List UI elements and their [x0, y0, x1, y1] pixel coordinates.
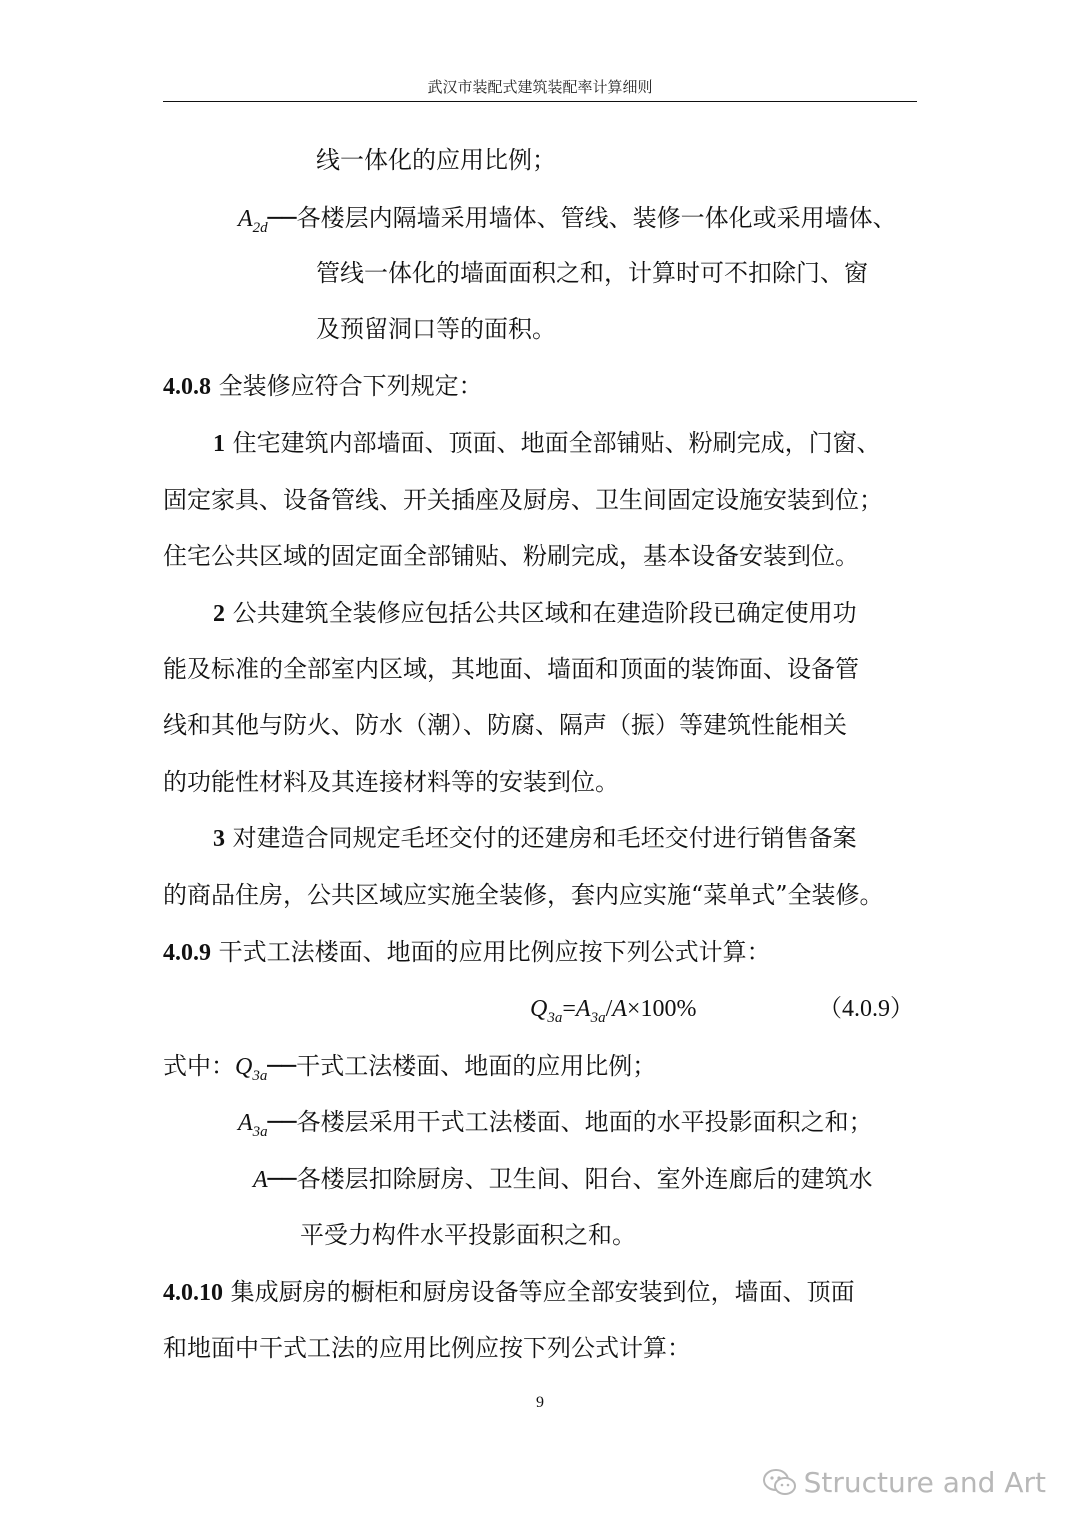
running-header: 武汉市装配式建筑装配率计算细则 [427, 78, 653, 96]
formula-percent: ×100% [626, 996, 697, 1022]
where-a-line2: 平受力构件水平投影面积之和。 [300, 1221, 636, 1249]
formula-slash: / [605, 996, 613, 1022]
formula-equals: = [562, 996, 576, 1022]
item-1-line1 [213, 427, 881, 460]
where-q3a [163, 1050, 656, 1092]
formula-label: （4.0.9） [818, 996, 914, 1022]
item-number: 3 [213, 826, 225, 852]
section-number: 4.0.8 [163, 374, 211, 400]
item-2-line4: 的功能性材料及其连接材料等的安装到位。 [163, 768, 619, 796]
item-1-line2: 固定家具、设备管线、开关插座及厨房、卫生间固定设施安装到位； [163, 486, 883, 514]
item-1-line3: 住宅公共区域的固定面全部铺贴、粉刷完成，基本设备安装到位。 [163, 542, 859, 570]
formula-a: A [612, 996, 627, 1022]
section-text: 干式工法楼面、地面的应用比例应按下列公式计算： [211, 938, 771, 966]
symbol-a: A [253, 1167, 268, 1193]
definition-a2d-line3: 及预留洞口等的面积。 [316, 315, 556, 343]
definition-text: ──各楼层采用干式工法楼面、地面的水平投影面积之和； [267, 1108, 873, 1136]
where-a3a [238, 1106, 873, 1148]
where-a [253, 1163, 873, 1196]
watermark-text: Structure and Art [803, 1466, 1046, 1499]
item-2-line2: 能及标准的全部室内区域，其地面、墙面和顶面的装饰面、设备管 [163, 655, 859, 683]
formula-q3a: $Q_{3a}$ [530, 996, 563, 1026]
definition-text: ──各楼层扣除厨房、卫生间、阳台、室外连廊后的建筑水 [267, 1165, 873, 1193]
formula-a3a: $A_{3a}$ [575, 996, 606, 1026]
definition-a2d [238, 202, 897, 244]
dash: ── [267, 204, 297, 232]
page-number: 9 [536, 1394, 544, 1411]
item-number: 2 [213, 601, 225, 627]
item-2-line3: 线和其他与防火、防水（潮）、防腐、隔声（振）等建筑性能相关 [163, 711, 847, 739]
item-2-line1 [213, 597, 857, 630]
symbol-a3a: $A_{3a}$ [238, 1110, 268, 1140]
definition-text: 各楼层内隔墙采用墙体、管线、装修一体化或采用墙体、 [296, 204, 897, 232]
item-text: 公共建筑全装修应包括公共区域和在建造阶段已确定使用功 [225, 599, 857, 627]
section-4-0-10 [163, 1276, 855, 1309]
header-rule [163, 101, 917, 102]
item-3-line2: 的商品住房，公共区域应实施全装修，套内应实施“菜单式”全装修。 [163, 881, 884, 909]
section-text: 集成厨房的橱柜和厨房设备等应全部安装到位，墙面、顶面 [223, 1278, 855, 1306]
continuation-line: 线一体化的应用比例； [316, 146, 556, 174]
formula-4-0-9 [530, 993, 696, 1034]
section-4-0-9 [163, 936, 771, 969]
definition-text: ──干式工法楼面、地面的应用比例； [267, 1052, 657, 1080]
symbol-q3a: $Q_{3a}$ [235, 1054, 268, 1084]
section-text: 全装修应符合下列规定： [211, 372, 483, 400]
watermark [762, 1466, 1046, 1499]
wechat-icon [762, 1468, 798, 1498]
section-number: 4.0.10 [163, 1280, 223, 1306]
item-text: 对建造合同规定毛坯交付的还建房和毛坯交付进行销售备案 [225, 824, 857, 852]
section-4-0-10-line2: 和地面中干式工法的应用比例应按下列公式计算： [163, 1334, 691, 1362]
definition-a2d-line2: 管线一体化的墙面面积之和，计算时可不扣除门、窗 [316, 259, 868, 287]
item-text: 住宅建筑内部墙面、顶面、地面全部铺贴、粉刷完成，门窗、 [225, 429, 881, 457]
item-number: 1 [213, 431, 225, 457]
item-3-line1 [213, 822, 857, 855]
section-4-0-8 [163, 370, 483, 403]
symbol-a2d: $A_{2d}$ [238, 206, 268, 236]
where-prefix: 式中： [163, 1052, 235, 1080]
section-number: 4.0.9 [163, 940, 211, 966]
